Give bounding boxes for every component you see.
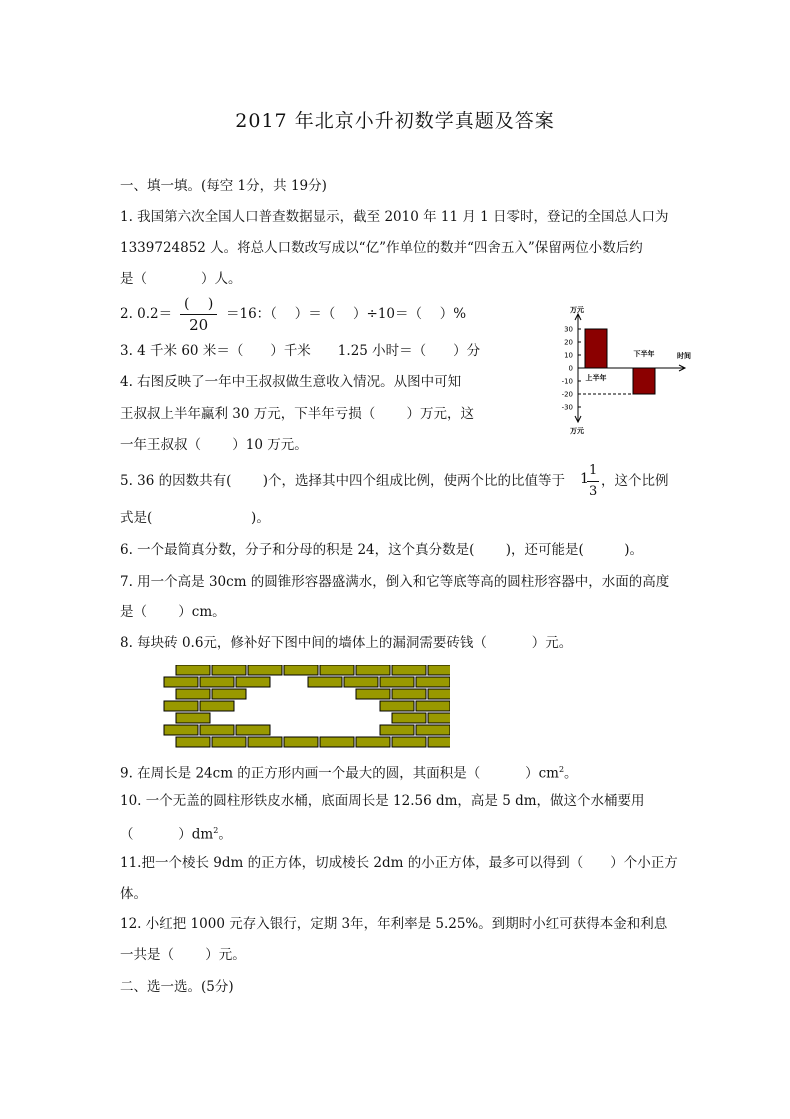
q10-main: （ ）dm [120,826,214,843]
x-axis-title: 时间 [677,352,691,360]
q10-line-2 [120,821,232,845]
q1-line-2: 1339724852 人。将总人口数改写成以“亿”作单位的数并“四舍五入”保留两位小数后约 [120,240,643,256]
y-tick-label: 0 [568,364,573,373]
brick [176,665,210,675]
brick [308,677,342,687]
brick [212,737,246,747]
y-tick-label: -10 [561,377,573,386]
brick [236,725,270,735]
brick [392,713,426,723]
brick [320,737,354,747]
brick [284,737,318,747]
brick [212,689,246,699]
q1-line-1: 1. 我国第六次全国人口普查数据显示，截至 2010 年 11 月 1 日零时，登记的全国总人口为 [120,209,669,225]
q11-line-1: 11.把一个棱长 9dm 的正方体，切成棱长 2dm 的小正方体，最多可以得到（ ）个小正方 [120,855,678,871]
y-axis-title-bottom: 万元 [570,427,584,435]
q9-text [120,760,578,784]
category-label: 下半年 [633,350,655,358]
q2-fraction-denominator: 20 [189,316,209,334]
q10-line-1: 10. 一个无盖的圆柱形铁皮水桶，底面周长是 12.56 dm，高是 5 dm，做这个水桶要用 [120,793,645,809]
q8-text: 8. 每块砖 0.6元，修补好下图中间的墙体上的漏洞需要砖钱（ ）元。 [120,635,573,651]
q3-text: 3. 4 千米 60 米＝（ ）千米 1.25 小时＝（ ）分 [120,343,481,359]
y-tick-label: -30 [561,403,573,412]
income-bar-chart [545,282,705,462]
brick [356,737,390,747]
brick [200,725,234,735]
brick [344,677,378,687]
q2-fraction-numerator: ( ) [180,294,217,315]
brick [356,689,390,699]
brick [416,677,450,687]
q12-line-2: 一共是（ ）元。 [120,947,246,963]
brick [416,701,450,711]
brick [200,677,234,687]
q5-fraction [587,461,599,502]
brick [356,665,390,675]
y-tick-label: -20 [561,390,573,399]
y-tick-label: 30 [564,325,573,334]
y-tick-label: 20 [564,338,573,347]
y-axis-title-top: 万元 [570,306,584,314]
brick [164,725,198,735]
brick [320,665,354,675]
brick [176,737,210,747]
q12-line-1: 12. 小红把 1000 元存入银行，定期 3年，年利率是 5.25%。到期时小红可获得本金和利息 [120,916,668,932]
q5-fraction-numerator: 1 [587,461,599,482]
brick-wall-figure [160,665,450,749]
q7-line-1: 7. 用一个高是 30cm 的圆锥形容器盛满水，倒入和它等底等高的圆柱形容器中，水面的高度 [120,574,670,590]
q9-main: 9. 在周长是 24cm 的正方形内画一个最大的圆，其面积是（ ）cm [120,765,559,782]
brick [428,713,450,723]
brick [164,701,198,711]
q5-mixed-whole: 1 [580,471,589,487]
q10-end: 。 [218,826,232,843]
q9-superscript: 2 [558,765,565,774]
q5-prefix: 5. 36 的因数共有( )个，选择其中四个组成比例，使两个比的比值等于 [120,473,565,489]
q9-end: 。 [564,765,578,782]
brick [392,689,426,699]
q4-line-3: 一年王叔叔（ ）10 万元。 [120,437,308,453]
brick [176,689,210,699]
brick [392,665,426,675]
q7-line-2: 是（ ）cm。 [120,604,226,620]
bar-second-half [633,368,655,394]
brick [212,665,246,675]
brick [200,701,234,711]
q11-line-2: 体。 [120,886,147,902]
q2-fraction [180,294,217,335]
category-label: 上半年 [585,374,607,382]
brick [236,677,270,687]
q5-line-2: 式是( )。 [120,510,270,526]
brick [248,737,282,747]
brick [176,713,210,723]
q1-line-3: 是（ ）人。 [120,271,242,287]
q2-prefix: 2. 0.2＝ [120,306,173,322]
brick [248,665,282,675]
q4-line-1: 4. 右图反映了一年中王叔叔做生意收入情况。从图中可知 [120,374,462,390]
section-1-heading: 一、填一填。(每空 1分，共 19分) [120,178,327,194]
y-tick-label: 10 [564,351,573,360]
brick [416,725,450,735]
brick [428,689,450,699]
brick [428,665,450,675]
brick [164,677,198,687]
brick [284,665,318,675]
page-title: 2017 年北京小升初数学真题及答案 [235,110,555,132]
bar-first-half [585,329,607,368]
brick [380,725,414,735]
q5-fraction-denominator: 3 [589,484,598,499]
brick [380,701,414,711]
brick [380,677,414,687]
section-2-heading: 二、选一选。(5分) [120,979,234,995]
q10-superscript: 2 [213,826,219,835]
q6-text: 6. 一个最简真分数，分子和分母的积是 24，这个真分数是( )，还可能是( )。 [120,542,643,558]
brick [392,737,426,747]
q4-line-2: 王叔叔上半年赢利 30 万元，下半年亏损（ ）万元，这 [120,406,475,422]
brick [428,737,450,747]
q2-suffix: ＝16：（ ）＝（ ）÷10＝（ ）% [226,306,467,322]
q5-suffix: ，这个比例 [601,473,669,489]
